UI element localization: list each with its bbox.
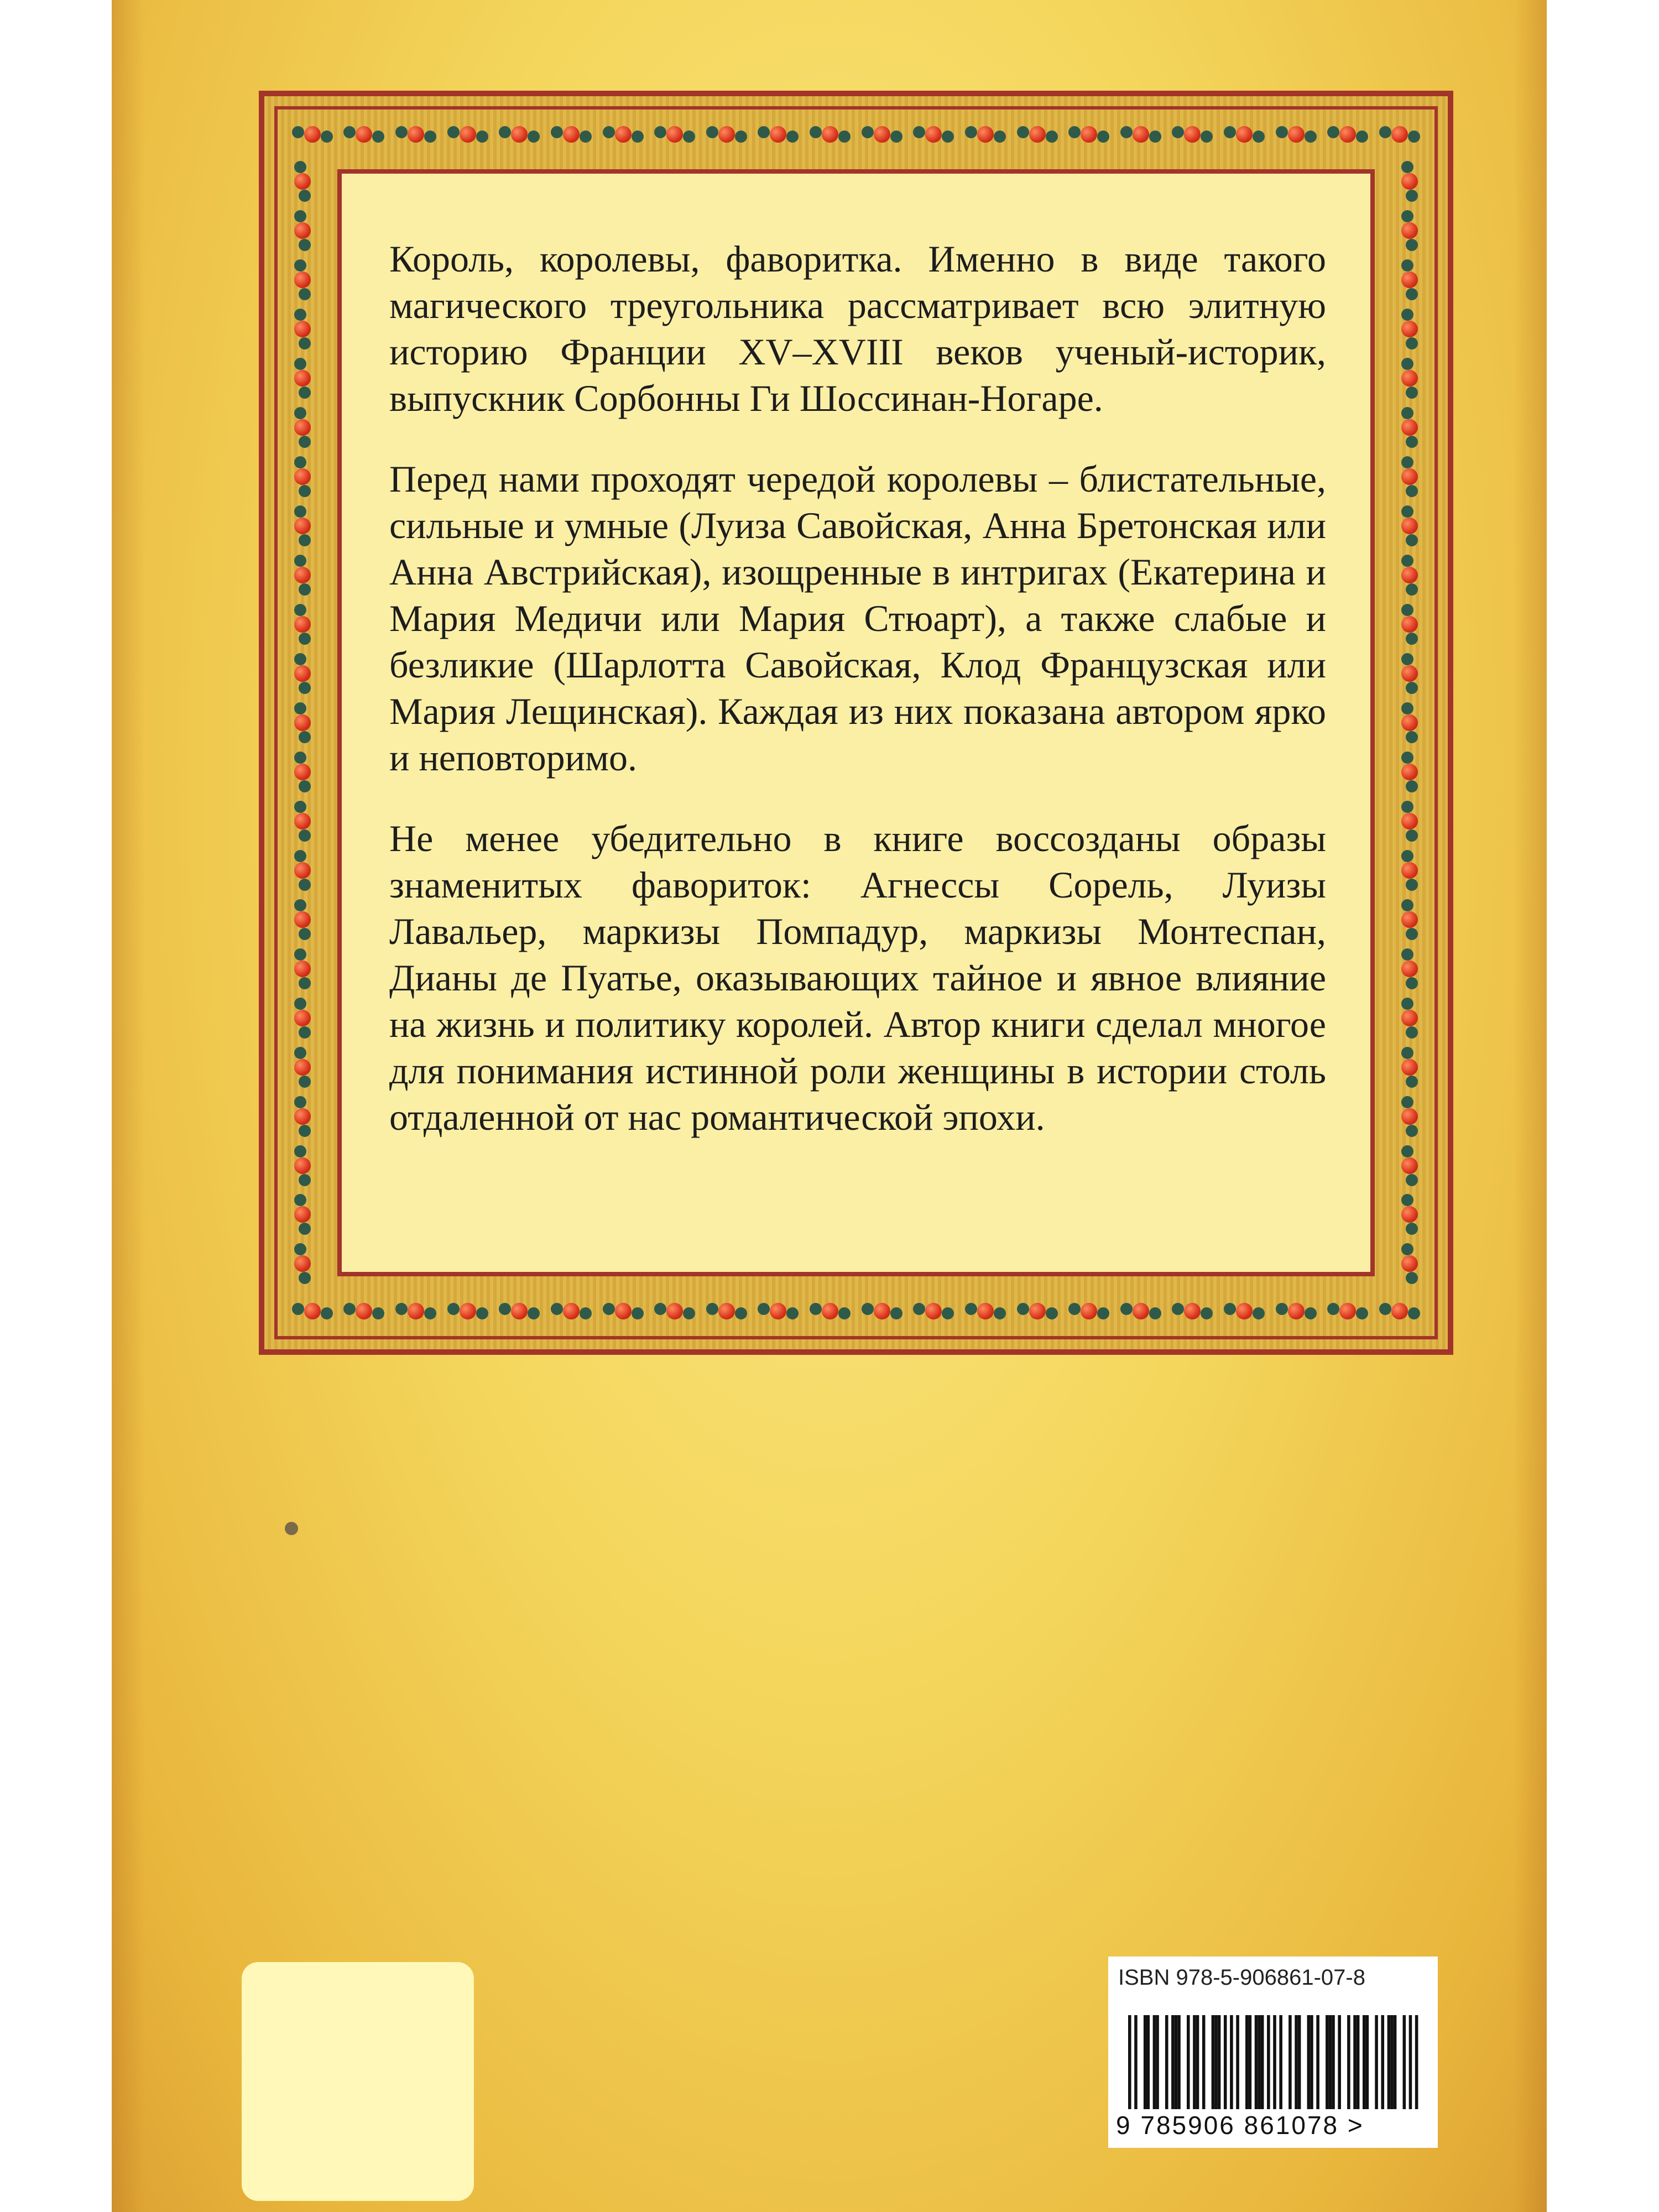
berry-ornament [1133, 126, 1149, 143]
berry-ornament [770, 126, 786, 143]
vine-border-right [1390, 157, 1429, 1288]
berry-ornament [1401, 764, 1418, 780]
berry-ornament [1401, 1108, 1418, 1125]
cover-right-edge [1514, 0, 1547, 2212]
berry-ornament [1401, 813, 1418, 830]
berry-ornament [1401, 567, 1418, 583]
berry-ornament [460, 1303, 476, 1319]
berry-ornament [1401, 272, 1418, 288]
description-paragraph-1: Король, королевы, фаворитка. Именно в виде такого магического треугольника рассматривает всю элитную историю Франции XV–XVIII веков ученый-историк, выпускник Сорбонны Ги Шоссинан-Ногаре. [389, 238, 1326, 419]
berry-ornament [294, 370, 311, 387]
berry-ornament [294, 714, 311, 731]
description-paragraph-3: Не менее убедительно в книге воссозданы образы знаменитых фавориток: Агнессы Сорель, Луизы Лавальер, маркизы Помпадур, маркизы Монтеспан, Дианы де Пуатье, оказывающих тайное и явное влияние на жизнь и политику королей. Автор книги сделал многое для понимания истинной роли женщины в истории столь отдаленной от нас романтической эпохи. [389, 817, 1326, 1138]
berry-ornament [977, 1303, 994, 1319]
berry-ornament [1391, 126, 1408, 143]
vine-border-top [286, 115, 1426, 154]
berry-ornament [294, 616, 311, 633]
berry-ornament [1401, 714, 1418, 731]
berry-ornament [408, 1303, 424, 1319]
berry-ornament [1401, 616, 1418, 633]
berry-ornament [822, 126, 838, 143]
berry-ornament [1401, 468, 1418, 485]
berry-ornament [1401, 1206, 1418, 1223]
berry-ornament [925, 1303, 942, 1319]
cover-left-edge [112, 0, 145, 2212]
berry-ornament [304, 1303, 321, 1319]
vine-border-bottom [286, 1292, 1426, 1331]
berry-ornament [294, 518, 311, 534]
berry-ornament [294, 222, 311, 239]
berry-ornament [563, 126, 580, 143]
berry-ornament [511, 126, 528, 143]
berry-ornament [1401, 222, 1418, 239]
berry-ornament [294, 419, 311, 436]
berry-ornament [1401, 1059, 1418, 1076]
description-paragraph-2: Перед нами проходят чередой королевы – блистательные, сильные и умные (Луиза Савойская, Анна Бретонская или Анна Австрийская), изощренные в интригах (Екатерина и Мария Медичи или Мария Стюарт), а также слабые и безликие (Шарлотта Савойская, Клод Французская или Мария Лещинская). Каждая из них показана автором ярко и неповторимо. [389, 458, 1326, 779]
berry-ornament [1401, 370, 1418, 387]
berry-ornament [1401, 961, 1418, 977]
berry-ornament [666, 126, 683, 143]
berry-ornament [666, 1303, 683, 1319]
berry-ornament [1236, 126, 1253, 143]
berry-ornament [1401, 321, 1418, 337]
berry-ornament [294, 1206, 311, 1223]
berry-ornament [770, 1303, 786, 1319]
berry-ornament [1401, 1010, 1418, 1026]
berry-ornament [1401, 1255, 1418, 1272]
berry-ornament [615, 1303, 632, 1319]
berry-ornament [294, 173, 311, 190]
berry-ornament [294, 1255, 311, 1272]
berry-ornament [1401, 518, 1418, 534]
ornamental-frame [259, 91, 1453, 1355]
berry-ornament [294, 665, 311, 682]
berry-ornament [563, 1303, 580, 1319]
berry-ornament [511, 1303, 528, 1319]
berry-ornament [294, 764, 311, 780]
berry-ornament [1288, 126, 1305, 143]
berry-ornament [1081, 1303, 1097, 1319]
berry-ornament [294, 813, 311, 830]
berry-ornament [1401, 665, 1418, 682]
berry-ornament [1236, 1303, 1253, 1319]
berry-ornament [1391, 1303, 1408, 1319]
cover-blemish [285, 1522, 298, 1535]
berry-ornament [294, 961, 311, 977]
berry-ornament [1401, 1157, 1418, 1174]
berry-ornament [294, 567, 311, 583]
berry-ornament [615, 126, 632, 143]
berry-ornament [874, 126, 890, 143]
description-panel [337, 169, 1375, 1276]
berry-ornament [822, 1303, 838, 1319]
berry-ornament [1029, 126, 1046, 143]
berry-ornament [294, 1059, 311, 1076]
barcode-bars [1128, 2015, 1421, 2109]
berry-ornament [304, 126, 321, 143]
berry-ornament [294, 862, 311, 879]
berry-ornament [294, 321, 311, 337]
berry-ornament [1288, 1303, 1305, 1319]
berry-ornament [294, 911, 311, 928]
berry-ornament [977, 126, 994, 143]
berry-ornament [1401, 911, 1418, 928]
berry-ornament [294, 1108, 311, 1125]
sticker-residue [242, 1962, 474, 2201]
berry-ornament [1401, 173, 1418, 190]
berry-ornament [874, 1303, 890, 1319]
berry-ornament [1401, 419, 1418, 436]
berry-ornament [925, 126, 942, 143]
berry-ornament [1339, 1303, 1356, 1319]
berry-ornament [294, 1010, 311, 1026]
berry-ornament [1081, 126, 1097, 143]
berry-ornament [1339, 126, 1356, 143]
berry-ornament [1184, 126, 1201, 143]
barcode-label [1108, 1957, 1438, 2148]
berry-ornament [1184, 1303, 1201, 1319]
vine-border-left [283, 157, 322, 1288]
berry-ornament [718, 126, 735, 143]
isbn-number: ISBN 978-5-906861-07-8 [1118, 1965, 1365, 1990]
berry-ornament [718, 1303, 735, 1319]
berry-ornament [460, 126, 476, 143]
barcode-digits: 9 785906 861078 > [1116, 2111, 1364, 2140]
berry-ornament [294, 1157, 311, 1174]
berry-ornament [1029, 1303, 1046, 1319]
berry-ornament [294, 468, 311, 485]
berry-ornament [356, 126, 372, 143]
berry-ornament [294, 272, 311, 288]
berry-ornament [1133, 1303, 1149, 1319]
berry-ornament [1401, 862, 1418, 879]
berry-ornament [408, 126, 424, 143]
berry-ornament [356, 1303, 372, 1319]
